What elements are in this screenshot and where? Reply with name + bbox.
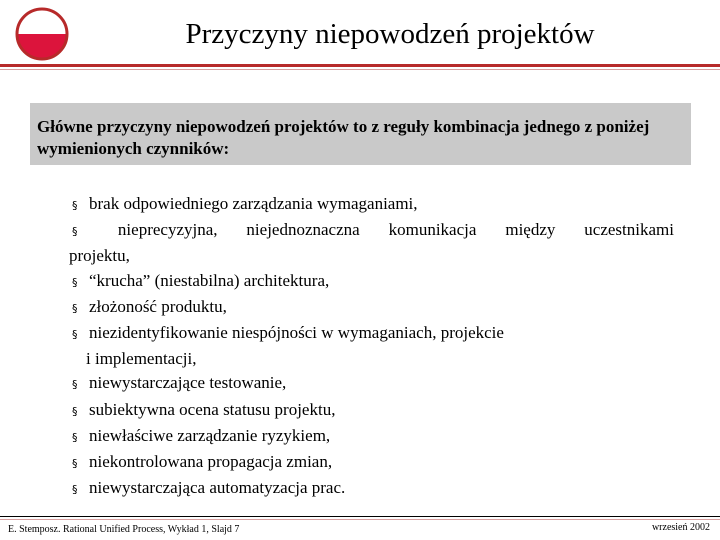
list-item-text: subiektywna ocena statusu projektu, bbox=[89, 399, 336, 419]
list-item-text: niewystarczające testowanie, bbox=[89, 373, 287, 393]
list-item-text: niezidentyfikowanie niespójności w wymaganiach, projekcie bbox=[89, 323, 504, 343]
list-item-text: niewystarczająca automatyzacja prac. bbox=[89, 478, 346, 498]
list-item-line bbox=[72, 218, 674, 244]
list-item bbox=[72, 295, 674, 321]
list-item-continuation: projektu, bbox=[69, 246, 130, 266]
section-sign-bullet-icon: § bbox=[72, 483, 78, 497]
list-item bbox=[72, 192, 674, 218]
list-item-text: brak odpowiedniego zarządzania wymaganiami, bbox=[89, 194, 418, 213]
section-sign-bullet-icon: § bbox=[72, 225, 78, 239]
section-sign-bullet-icon: § bbox=[72, 378, 78, 392]
header-rule-thin bbox=[0, 69, 720, 70]
section-sign-bullet-icon: § bbox=[72, 404, 78, 418]
causes-list bbox=[69, 192, 674, 502]
footer-rule-thin bbox=[0, 519, 720, 520]
section-sign-bullet-icon: § bbox=[72, 275, 78, 289]
list-item-text: złożoność produktu, bbox=[89, 296, 227, 316]
list-item-text: niewłaściwe zarządzanie ryzykiem, bbox=[89, 425, 331, 445]
list-item bbox=[72, 450, 674, 476]
section-sign-bullet-icon: § bbox=[72, 301, 78, 315]
footer-rule bbox=[0, 516, 720, 517]
footer-date: wrzesień 2002 bbox=[651, 522, 710, 533]
list-item bbox=[69, 218, 674, 268]
list-item-text: niekontrolowana propagacja zmian, bbox=[89, 452, 333, 472]
list-item-continuation: i implementacji, bbox=[86, 349, 197, 369]
list-item bbox=[72, 269, 674, 295]
section-sign-bullet-icon: § bbox=[72, 328, 78, 342]
section-sign-bullet-icon: § bbox=[72, 199, 78, 212]
footer-source: E. Stemposz. Rational Unified Process, Wykład 1, Slajd 7 bbox=[8, 524, 240, 535]
list-item bbox=[72, 476, 674, 502]
intro-box: Główne przyczyny niepowodzeń projektów to z reguły kombinacja jednego z poniżej wymienionych czynników: bbox=[30, 103, 691, 165]
list-item-text: nieprecyzyjna, niejednoznaczna komunikacja między uczestnikami bbox=[117, 220, 674, 240]
section-sign-bullet-icon: § bbox=[72, 457, 78, 471]
list-item-line bbox=[72, 321, 674, 347]
section-sign-bullet-icon: § bbox=[72, 430, 78, 444]
list-item bbox=[72, 398, 674, 424]
list-item bbox=[72, 321, 674, 371]
list-item bbox=[72, 424, 674, 450]
list-item bbox=[72, 371, 674, 397]
list-item-text: “krucha” (niestabilna) architektura, bbox=[89, 270, 330, 290]
header-rule bbox=[0, 64, 720, 67]
polish-flag-circle-icon bbox=[14, 6, 70, 62]
slide-title: Przyczyny niepowodzeń projektów bbox=[185, 18, 595, 50]
